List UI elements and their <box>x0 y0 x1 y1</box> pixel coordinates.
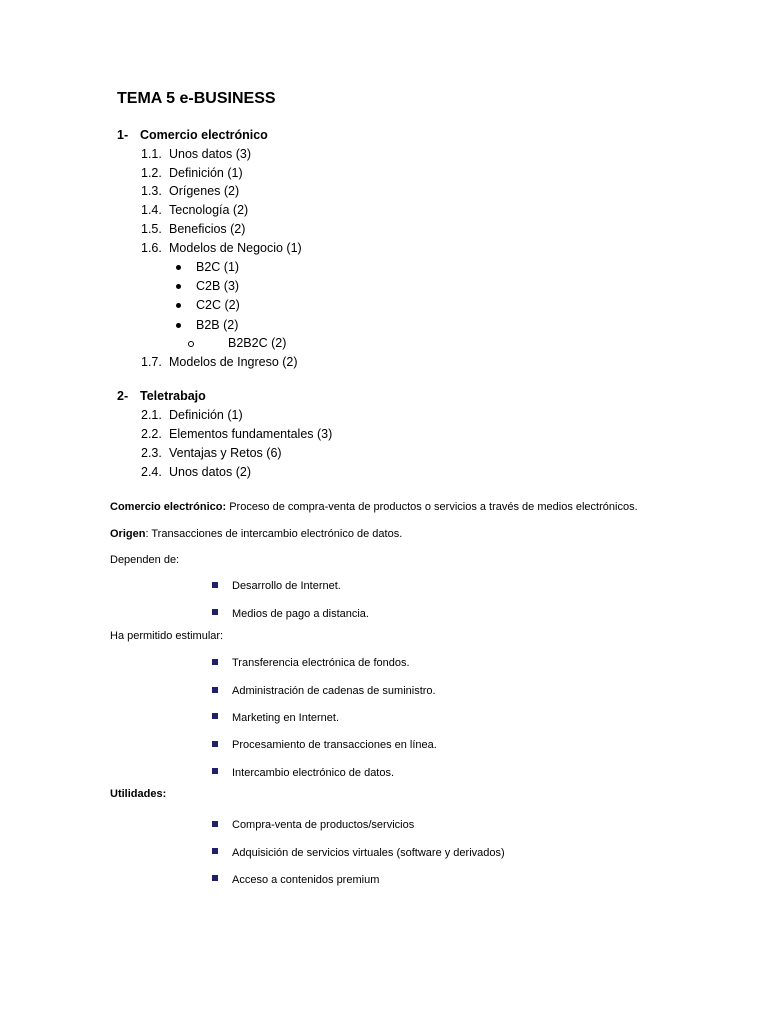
outline-item: 2.3. Ventajas y Retos (6) <box>141 446 282 460</box>
utilities-label: Utilidades: <box>110 788 167 800</box>
list-item: Transferencia electrónica de fondos. <box>232 657 410 669</box>
outline-item: 1.3. Orígenes (2) <box>141 184 240 198</box>
section-1-label: Comercio electrónico <box>140 128 268 142</box>
square-bullet-icon <box>212 768 218 774</box>
document-page: TEMA 5 e-BUSINESS 1- Comercio electrónico 1.1. Unos datos (3) 1.2. Definición (1) 1.3. Orígenes (2) 1.4. Tecnología (2) 1.5. Beneficios (2) 1.6. Modelos de Negocio (1) B2C (1) C2B (3) C2C (2) B2B (2) B2B2C (2) 1.7. Modelos de Ingreso (2) 2- Teletrabajo 2.1. Definición (1) 2.2. Elementos fundamentales (3) 2.3. Ventajas y Retos (6) 2.4. Unos datos (2) Comercio electrónico: Proceso de compra-venta de productos o servicios a través de medios electrónicos. Origen: Transacciones de intercambio electrónico de datos. Dependen de: Desarrollo de Internet. Medios de pago a distancia. Ha permitido estimular: Transferencia electrónica de fondos. Administración de cadenas de suministro. Marketing en Internet. Procesamiento de transacciones en línea. Intercambio electrónico de datos. Utilidades: Compra-venta de productos/servicios Adquisición de servicios virtuales (software y derivados) Acceso a contenidos premium <box>110 90 638 886</box>
section-2-label: Teletrabajo <box>140 389 206 403</box>
list-item: Acceso a contenidos premium <box>232 874 380 886</box>
bullet-dot-icon <box>176 265 181 270</box>
square-bullet-icon <box>212 582 218 588</box>
outline-item: 1.4. Tecnología (2) <box>141 203 249 217</box>
section-1-number: 1- <box>117 128 129 142</box>
list-item: Compra-venta de productos/servicios <box>232 819 415 831</box>
outline-item: 1.2. Definición (1) <box>141 166 243 180</box>
square-bullet-icon <box>212 821 218 827</box>
square-bullet-icon <box>212 713 218 719</box>
square-bullet-icon <box>212 875 218 881</box>
square-bullet-icon <box>212 687 218 693</box>
outline-item: 1.6. Modelos de Negocio (1) <box>141 241 302 255</box>
list-item: Procesamiento de transacciones en línea. <box>232 739 437 751</box>
outline-item: 1.7. Modelos de Ingreso (2) <box>141 355 298 369</box>
bullet-dot-icon <box>176 303 181 308</box>
bullet-dot-icon <box>176 284 181 289</box>
list-item: Intercambio electrónico de datos. <box>232 767 395 779</box>
stimulate-label: Ha permitido estimular: <box>110 630 224 642</box>
list-item: Adquisición de servicios virtuales (software y derivados) <box>232 847 505 859</box>
outline-item: 2.4. Unos datos (2) <box>141 465 251 479</box>
section-2-number: 2- <box>117 389 129 403</box>
square-bullet-icon <box>212 741 218 747</box>
square-bullet-icon <box>212 848 218 854</box>
bullet-circle-icon <box>188 341 194 347</box>
list-item: Administración de cadenas de suministro. <box>232 685 436 697</box>
list-item: Marketing en Internet. <box>232 712 340 724</box>
depend-label: Dependen de: <box>110 554 180 566</box>
list-item: Desarrollo de Internet. <box>232 580 341 592</box>
document-title: TEMA 5 e-BUSINESS <box>117 90 276 107</box>
bullet-dot-icon <box>176 323 181 328</box>
outline-item: 1.1. Unos datos (3) <box>141 147 251 161</box>
definition-paragraph: Comercio electrónico: Proceso de compra-venta de productos o servicios a través de medios electrónicos. <box>110 501 638 513</box>
origin-paragraph: Origen: Transacciones de intercambio electrónico de datos. <box>110 528 403 540</box>
square-bullet-icon <box>212 659 218 665</box>
square-bullet-icon <box>212 609 218 615</box>
outline-item: 2.1. Definición (1) <box>141 408 243 422</box>
outline-item: 2.2. Elementos fundamentales (3) <box>141 427 333 441</box>
outline-item: 1.5. Beneficios (2) <box>141 222 246 236</box>
list-item: Medios de pago a distancia. <box>232 608 369 620</box>
